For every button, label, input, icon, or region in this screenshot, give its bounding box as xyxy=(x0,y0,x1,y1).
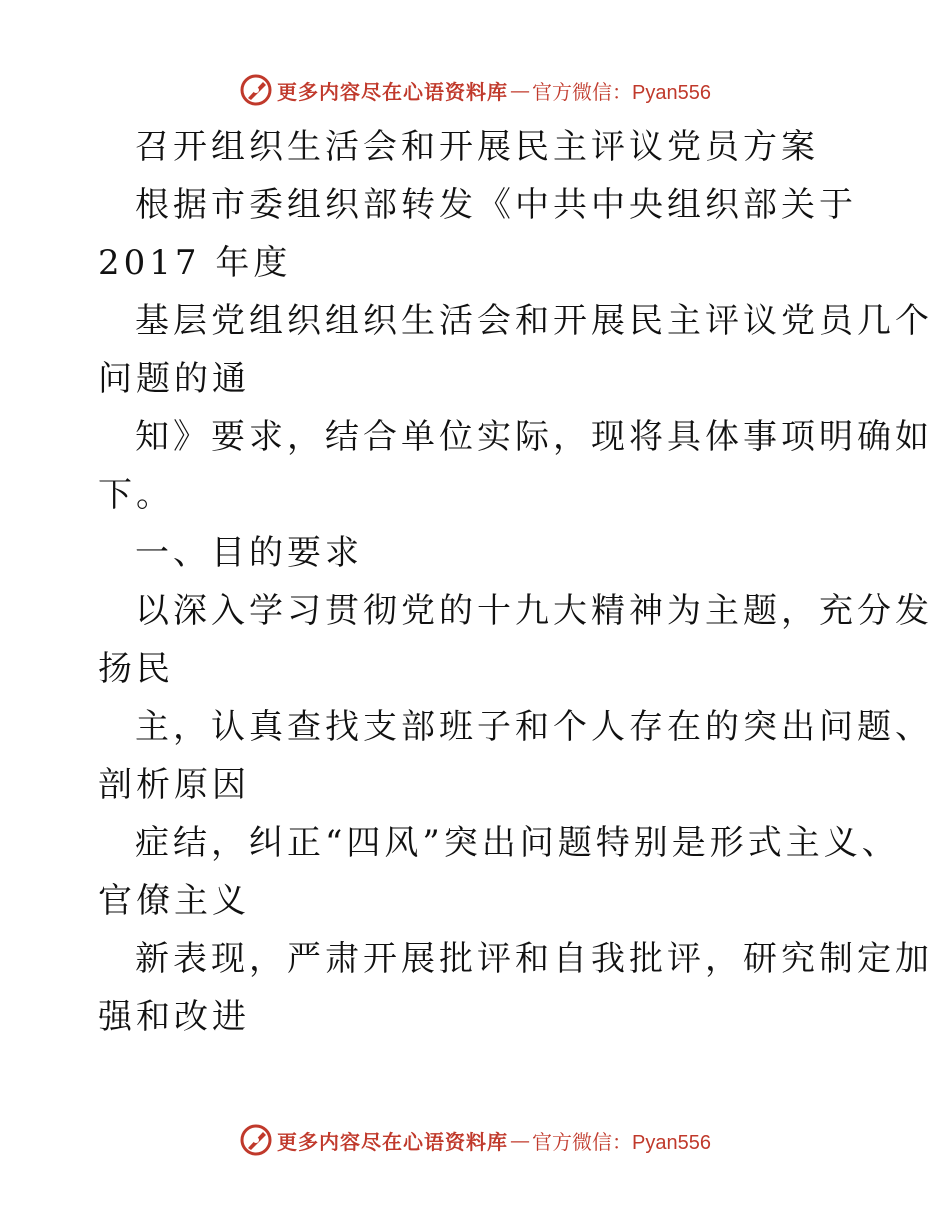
doc-line: 新表现，严肃开展批评和自我批评，研究制定加 xyxy=(135,939,933,979)
doc-line: 基层党组织组织生活会和开展民主评议党员几个 xyxy=(135,301,933,341)
doc-line: 根据市委组织部转发《中共中央组织部关于 xyxy=(135,185,857,225)
watermark-dash: — xyxy=(510,1128,531,1152)
footer-watermark xyxy=(0,1120,950,1160)
doc-line: 问题的通 xyxy=(98,359,250,399)
watermark-dash: — xyxy=(510,78,531,102)
section-heading: 一、目的要求 xyxy=(135,533,363,573)
doc-line: 2017 年度 xyxy=(98,243,292,283)
doc-line: 知》要求，结合单位实际，现将具体事项明确如 xyxy=(135,417,933,457)
header-watermark xyxy=(0,70,950,110)
doc-line: 剖析原因 xyxy=(98,765,250,805)
doc-title: 召开组织生活会和开展民主评议党员方案 xyxy=(135,127,819,167)
doc-line: 扬民 xyxy=(98,649,174,689)
watermark-contact: 官方微信：Pyan556 xyxy=(532,81,711,104)
doc-line: 主，认真查找支部班子和个人存在的突出问题、 xyxy=(135,707,933,747)
doc-line: 症结，纠正“四风”突出问题特别是形式主义、 xyxy=(135,823,900,863)
doc-line: 官僚主义 xyxy=(98,881,250,921)
doc-line: 以深入学习贯彻党的十九大精神为主题，充分发 xyxy=(135,591,933,631)
quill-logo-icon xyxy=(239,73,273,107)
doc-line: 强和改进 xyxy=(98,997,250,1037)
watermark-contact: 官方微信：Pyan556 xyxy=(532,1131,711,1154)
watermark-brand: 更多内容尽在心语资料库 xyxy=(277,1129,509,1154)
watermark-brand: 更多内容尽在心语资料库 xyxy=(277,79,509,104)
quill-logo-icon xyxy=(239,1123,273,1157)
doc-line: 下。 xyxy=(98,475,174,515)
document-body xyxy=(98,118,933,1046)
